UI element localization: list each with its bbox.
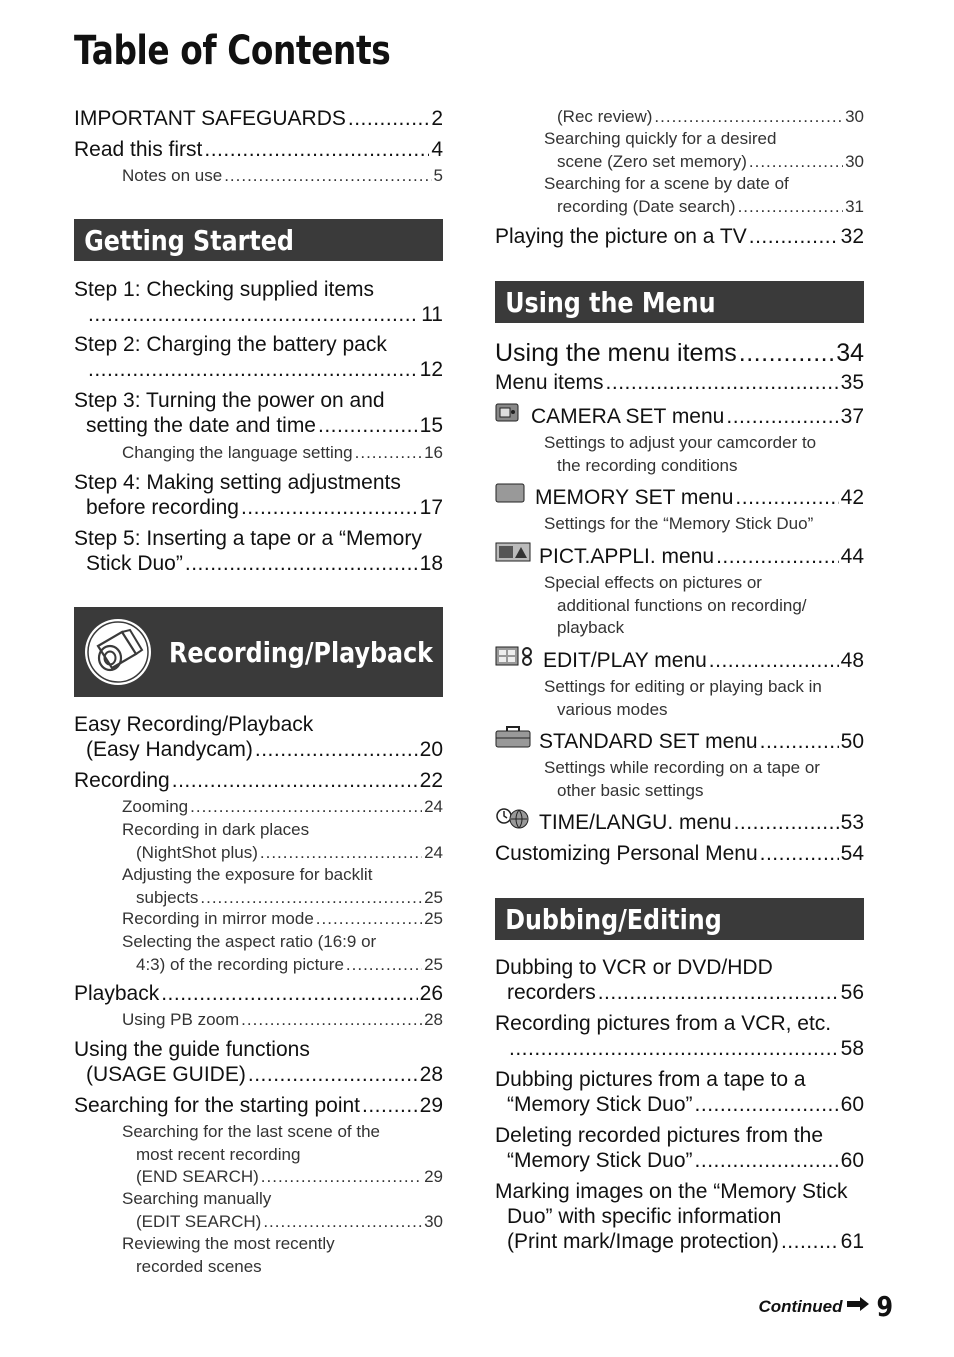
toc-subentry[interactable] [74,442,443,465]
toc-entry[interactable] [74,388,443,438]
toc-subentry[interactable] [495,173,864,218]
entry-text-cont: setting the date and time [86,414,316,437]
toc-entry[interactable] [495,841,864,866]
page-number: 30 [845,107,864,126]
entry-text: Adjusting the exposure for backlit [122,865,373,884]
toc-subentry[interactable] [495,128,864,173]
page-number: 29 [419,1094,443,1117]
entry-text: Easy Recording/Playback [74,713,314,736]
entry-line-2 [74,737,443,762]
entry-text: Zooming [122,797,189,816]
entry-text-cont: (EDIT SEARCH) [136,1211,262,1231]
menu-description [495,513,864,536]
entry-text-cont: recording (Date search) [557,196,736,216]
toc-entry[interactable] [495,1011,864,1061]
page-number: 25 [424,887,443,907]
entry-text: Searching for the starting point [74,1094,361,1117]
toc-entry[interactable] [74,277,443,327]
page-number: 24 [424,797,443,816]
entry-text: Customizing Personal Menu [495,842,758,865]
entry-text-cont: scene (Zero set memory) [557,151,747,171]
entry-text-cont: 4:3) of the recording picture [136,954,344,974]
toc-subentry[interactable] [74,931,443,976]
pict-appli-icon [495,541,531,561]
desc-line: Settings for the “Memory Stick Duo” [544,514,814,533]
entry-text-cont: “Memory Stick Duo” [507,1149,693,1172]
entry-text: Marking images on the “Memory Stick [495,1180,848,1203]
entry-line-2 [74,302,443,327]
toc-entry[interactable] [495,1067,864,1117]
toc-entry[interactable] [495,370,864,395]
page-number: 24 [424,842,443,862]
dot-leader [260,842,422,865]
continued-label: Continued [758,1296,843,1316]
page-number: 34 [836,339,864,367]
page-number: 53 [840,811,864,834]
entry-line-2 [122,887,443,910]
entry-line-2 [122,842,443,865]
page-number: 4 [431,138,443,161]
entry-line-3 [122,1166,443,1189]
entry-text: Step 3: Turning the power on and [74,389,385,412]
page-number: 50 [840,730,864,753]
entry-text: Searching manually [122,1189,272,1208]
page-number-footer: 9 [875,1290,893,1323]
section-banner-using-menu [495,281,864,323]
entry-line-3 [495,1229,864,1254]
section-heading: Getting Started [84,223,294,257]
toc-entry[interactable] [74,1037,443,1087]
desc-line: various modes [557,699,668,719]
section-banner-dubbing-editing [495,898,864,940]
page-number: 26 [419,982,443,1005]
entry-line-2 [74,495,443,520]
entry-text: STANDARD SET menu [539,730,758,753]
dot-leader [355,442,422,465]
entry-text: Deleting recorded pictures from the [495,1124,823,1147]
page-number: 56 [840,981,864,1004]
entry-text: PICT.APPLI. menu [539,545,715,568]
entry-text-cont: (Print mark/Image protection) [507,1230,779,1253]
toc-entry-standard-set[interactable] [495,726,864,754]
page-title: Table of Contents [74,28,391,74]
entry-text: Recording pictures from a VCR, etc. [495,1012,832,1035]
entry-text: Selecting the aspect ratio (16:9 or [122,932,377,951]
menu-description [495,572,864,640]
toc-entry-time-langu[interactable] [495,807,864,835]
entry-line-2 [495,980,864,1005]
memory-set-icon [495,482,527,502]
entry-text: Menu items [495,371,604,394]
entry-text-cont: Duo” with specific information [507,1205,782,1228]
dot-leader [255,737,418,762]
entry-text: Using the guide functions [74,1038,310,1061]
toc-subentry[interactable] [74,864,443,909]
page-number: 54 [840,842,864,865]
toc-entry-pict-appli[interactable] [495,541,864,569]
toc-entry[interactable] [74,1093,443,1118]
dot-leader [734,810,839,835]
entry-text: Dubbing to VCR or DVD/HDD [495,956,773,979]
toc-subentry[interactable] [74,1188,443,1233]
page-number: 22 [419,769,443,792]
entry-text: Recording [74,769,170,792]
dot-leader [749,224,839,249]
dot-leader [88,302,419,327]
entry-text-cont: recorders [507,981,596,1004]
page-number: 44 [840,545,864,568]
section-heading: Recording/Playback [169,635,434,669]
toc-entry-edit-play[interactable] [495,645,864,673]
entry-text-cont: (Easy Handycam) [86,738,253,761]
camcorder-icon [84,618,152,686]
toc-subentry[interactable] [495,106,864,129]
entry-text: Step 1: Checking supplied items [74,278,374,301]
page-number: 28 [424,1010,443,1029]
entry-text-cont: (NightShot plus) [136,842,258,862]
page-number: 30 [845,151,864,171]
toc-entry[interactable] [74,981,443,1006]
dot-leader [318,413,418,438]
toc-entry[interactable] [74,768,443,793]
section-heading: Using the Menu [505,285,716,319]
entry-line-2 [544,151,864,174]
page-number: 12 [419,358,443,381]
entry-text: MEMORY SET menu [535,486,734,509]
page-number: 58 [840,1037,864,1060]
toc-subentry[interactable] [74,796,443,819]
page-number: 60 [840,1093,864,1116]
toc-subentry[interactable] [74,1009,443,1032]
entry-line-2 [74,1062,443,1087]
entry-text: Notes on use [122,166,223,185]
entry-text: Read this first [74,138,203,161]
toc-subentry[interactable] [74,165,443,188]
dot-leader [509,1036,839,1061]
dot-leader [316,908,422,931]
dot-leader [735,485,838,510]
entry-line-2 [122,1211,443,1234]
entry-text: Searching for a scene by date of [544,174,789,193]
menu-description [495,757,864,802]
dot-leader [362,1093,418,1118]
camera-set-icon [495,401,523,421]
dot-leader [185,551,418,576]
toc-entry[interactable] [74,470,443,520]
toc-subentry[interactable] [74,819,443,864]
page-number: 17 [419,496,443,519]
standard-set-icon [495,726,531,746]
entry-text: Searching quickly for a desired [544,129,777,148]
page-number: 15 [419,414,443,437]
entry-line-2 [495,1148,864,1173]
toc-entry[interactable] [74,106,443,131]
entry-line-2 [495,1036,864,1061]
dot-leader [606,370,839,395]
desc-line: other basic settings [557,780,704,800]
toc-entry[interactable] [495,1179,864,1254]
entry-text: Step 5: Inserting a tape or a “Memory [74,527,422,550]
entry-text-cont: Stick Duo” [86,552,183,575]
desc-line: Special effects on pictures or [544,573,762,592]
dot-leader [248,1062,418,1087]
dot-leader [224,165,431,188]
entry-text: Reviewing the most recently [122,1234,335,1253]
entry-text: Recording in mirror mode [122,909,314,928]
dot-leader [716,544,839,569]
page-number: 60 [840,1149,864,1172]
dot-leader [200,887,422,910]
desc-line: Settings to adjust your camcorder to [544,433,817,452]
page-number: 5 [433,166,443,185]
edit-play-icon [495,645,535,665]
dot-leader [261,1166,422,1189]
page-footer [758,1290,894,1323]
dot-leader [598,980,839,1005]
dot-leader [726,404,838,429]
entry-text-cont: (USAGE GUIDE) [86,1063,246,1086]
toc-subentry[interactable] [74,1121,443,1189]
page-number: 28 [419,1063,443,1086]
dot-leader [263,1211,422,1234]
menu-description [495,432,864,477]
dot-leader [172,768,418,793]
entry-text: Playing the picture on a TV [495,225,747,248]
dot-leader [161,981,417,1006]
page-number: 11 [421,303,443,326]
entry-text: Dubbing pictures from a tape to a [495,1068,806,1091]
toc-entry[interactable] [495,224,864,249]
toc-entry[interactable] [74,137,443,162]
toc-subentry[interactable] [74,1233,443,1278]
dot-leader [241,495,418,520]
entry-text: TIME/LANGU. menu [539,811,732,834]
dot-leader [749,151,843,174]
toc-entry-memory-set[interactable] [495,482,864,510]
entry-text: IMPORTANT SAFEGUARDS [74,107,346,130]
entry-text-cont: (END SEARCH) [136,1167,259,1186]
dot-leader [738,196,844,219]
entry-text: Using the menu items [495,339,737,367]
dot-leader [781,1229,839,1254]
dot-leader [709,648,839,673]
entry-text-cont: before recording [86,496,239,519]
entry-text: Using PB zoom [122,1010,240,1029]
toc-entry[interactable] [74,332,443,382]
dot-leader [88,357,418,382]
page-number: 20 [419,738,443,761]
page-number: 25 [424,954,443,974]
entry-text: CAMERA SET menu [531,405,725,428]
page-number: 32 [840,225,864,248]
desc-line: additional functions on recording/ [557,595,807,615]
page-number: 16 [424,443,443,462]
desc-line: Settings while recording on a tape or [544,758,820,777]
desc-line: playback [557,618,625,637]
toc-entry-camera-set[interactable] [495,401,864,429]
entry-text: Step 2: Charging the battery pack [74,333,387,356]
page-number: 30 [424,1211,443,1231]
section-heading: Dubbing/Editing [505,902,722,936]
menu-description [495,676,864,721]
entry-text-cont: most recent recording [136,1144,301,1164]
arrow-right-icon [847,1297,869,1316]
desc-line: Settings for editing or playing back in [544,677,822,696]
entry-text-cont: subjects [136,887,199,907]
toc-entry[interactable] [74,526,443,576]
page-number: 42 [840,486,864,509]
dot-leader [348,106,429,131]
page-number: 48 [840,649,864,672]
toc-entry[interactable] [495,339,864,367]
entry-text: Step 4: Making setting adjustments [74,471,401,494]
entry-text-cont: recorded scenes [136,1256,262,1276]
page-number: 25 [424,909,443,928]
dot-leader [739,339,834,367]
page-number: 18 [419,552,443,575]
dot-leader [190,796,422,819]
entry-line-2 [495,1092,864,1117]
dot-leader [760,841,839,866]
dot-leader [695,1092,839,1117]
entry-text: Recording in dark places [122,820,310,839]
page-number: 37 [840,405,864,428]
entry-text: Playback [74,982,160,1005]
entry-line-2 [544,196,864,219]
entry-text: Changing the language setting [122,443,353,462]
page-number: 61 [840,1230,864,1253]
toc-entry[interactable] [74,712,443,762]
entry-line-2 [74,413,443,438]
page-number: 35 [840,371,864,394]
dot-leader [241,1009,422,1032]
time-langu-icon [495,807,531,827]
page-number: 2 [431,107,443,130]
entry-line-2 [74,551,443,576]
toc-entry[interactable] [495,955,864,1005]
section-banner-recording-playback [74,607,443,697]
entry-line-2 [122,954,443,977]
dot-leader [204,137,429,162]
entry-line-2 [74,357,443,382]
entry-text: Searching for the last scene of the [122,1122,380,1141]
toc-entry[interactable] [495,1123,864,1173]
entry-text: EDIT/PLAY menu [543,649,707,672]
desc-line: the recording conditions [557,455,738,475]
page-number: 31 [845,196,864,216]
entry-text-cont: “Memory Stick Duo” [507,1093,693,1116]
page-number: 29 [424,1167,443,1186]
entry-text: (Rec review) [557,107,653,126]
dot-leader [760,729,839,754]
toc-subentry[interactable] [74,908,443,931]
section-banner-getting-started [74,219,443,261]
dot-leader [695,1148,839,1173]
dot-leader [654,106,843,129]
dot-leader [346,954,422,977]
